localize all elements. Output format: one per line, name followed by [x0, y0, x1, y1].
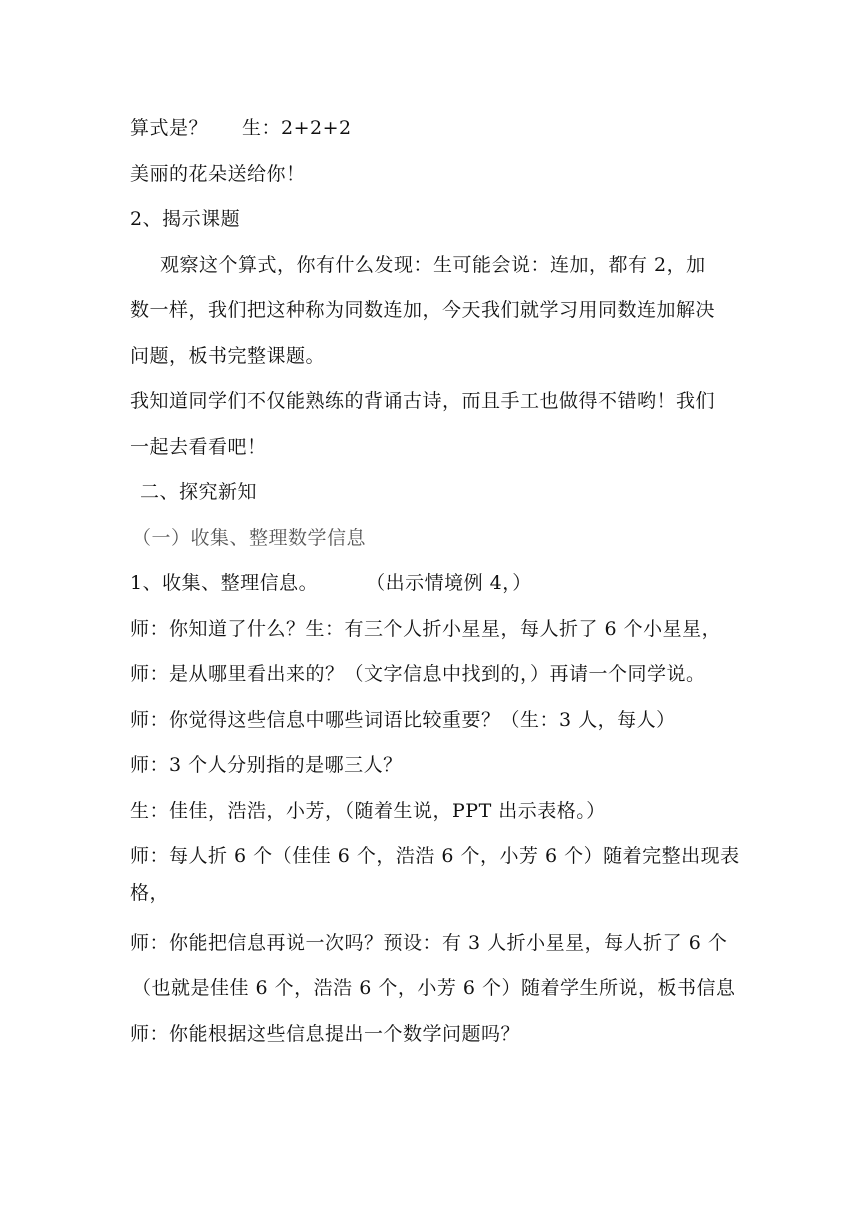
section-heading: 2、揭示课题 — [130, 208, 241, 230]
subsection-heading: （一）收集、整理数学信息 — [132, 527, 367, 549]
dialogue-line: 师：是从哪里看出来的？（文字信息中找到的，）再请一个同学说。 — [130, 663, 706, 685]
paragraph-line: 一起去看看吧！ — [130, 436, 267, 458]
dialogue-line: 师：你能把信息再说一次吗？预设：有 3 人折小星星，每人折了 6 个 — [130, 932, 728, 954]
dialogue-line: 师：每人折 6 个（佳佳 6 个，浩浩 6 个，小芳 6 个）随着完整出现表 — [130, 845, 740, 867]
section-heading: 二、探究新知 — [140, 481, 258, 503]
dialogue-line: 师：你知道了什么？生：有三个人折小星星，每人折了 6 个小星星， — [130, 618, 722, 640]
dialogue-line: 师：你觉得这些信息中哪些词语比较重要？（生：3 人，每人） — [130, 709, 676, 731]
dialogue-line: 师：你能根据这些信息提出一个数学问题吗？ — [130, 1023, 521, 1045]
text-segment: 生：2+2+2 — [242, 117, 352, 139]
text-segment: 算式是？ — [130, 117, 209, 139]
dialogue-line: 格， — [130, 882, 170, 904]
paragraph-line: 数一样，我们把这种称为同数连加，今天我们就学习用同数连加解决 — [130, 299, 716, 321]
text-segment: 1、收集、整理信息。 — [130, 572, 319, 594]
text-segment: （出示情境例 4，） — [366, 572, 532, 594]
paragraph-line: 观察这个算式，你有什么发现：生可能会说：连加，都有 2，加 — [160, 254, 706, 276]
text-line: 美丽的花朵送给你！ — [130, 163, 306, 185]
text-line-formula-question — [130, 115, 352, 141]
dialogue-line: 师：3 个人分别指的是哪三人？ — [130, 754, 403, 776]
text-line-collect-info — [130, 570, 532, 596]
dialogue-line: （也就是佳佳 6 个，浩浩 6 个，小芳 6 个）随着学生所说，板书信息 — [132, 977, 736, 999]
paragraph-line: 我知道同学们不仅能熟练的背诵古诗，而且手工也做得不错哟！我们 — [130, 390, 716, 412]
dialogue-line: 生：佳佳，浩浩，小芳，（随着生说，PPT 出示表格。） — [130, 800, 606, 822]
paragraph-line: 问题，板书完整课题。 — [130, 345, 326, 367]
